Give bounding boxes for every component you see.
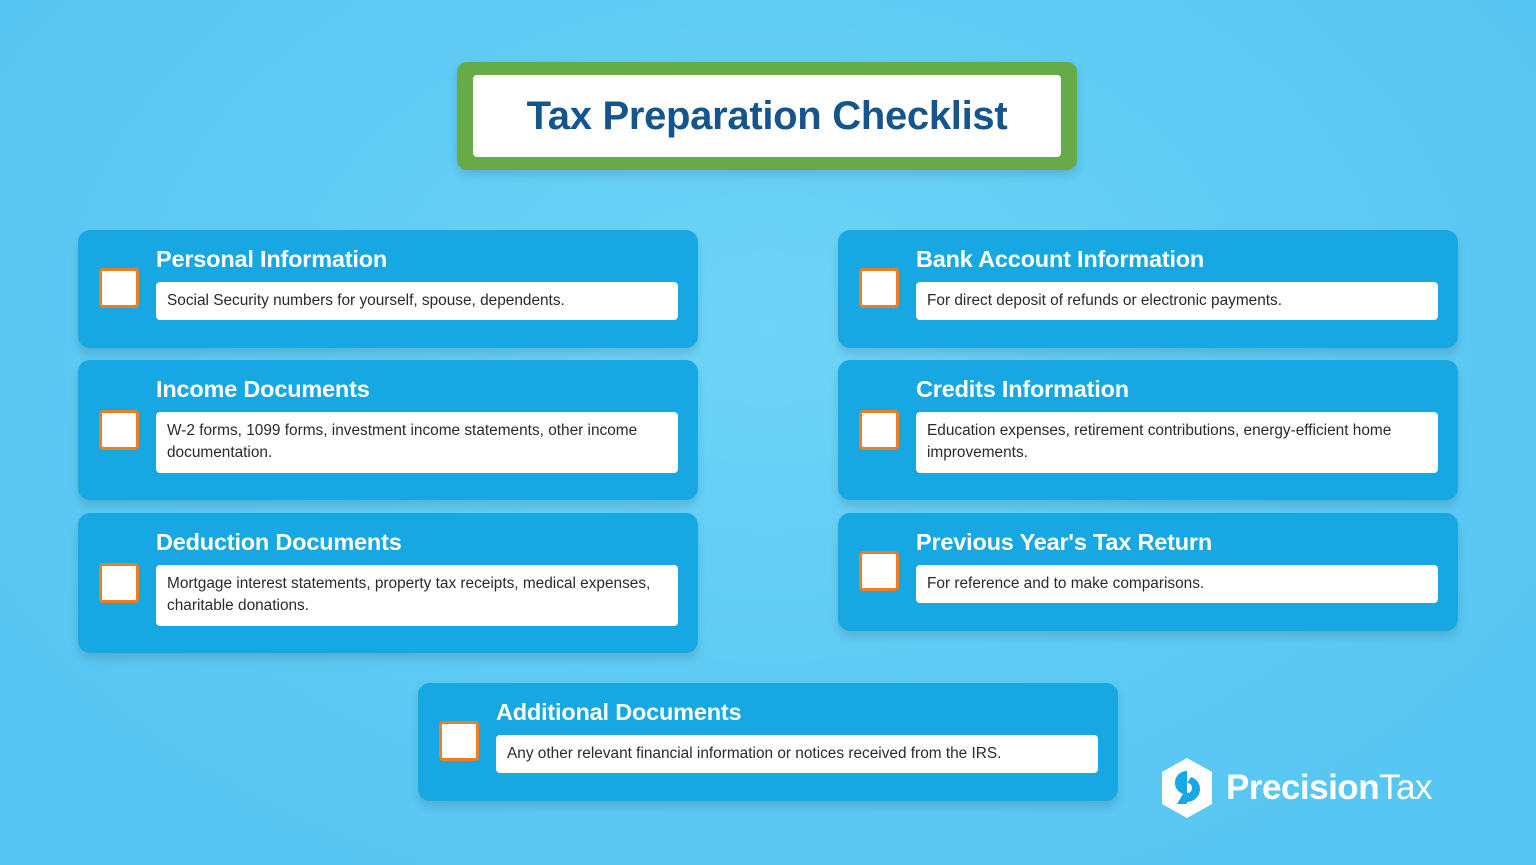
card-body [156, 376, 678, 484]
card-description: Mortgage interest statements, property tax receipts, medical expenses, charitable donations. [156, 565, 678, 626]
card-description: Social Security numbers for yourself, spouse, dependents. [156, 282, 678, 320]
card-description: For direct deposit of refunds or electronic payments. [916, 282, 1438, 320]
checklist-item-previous-return[interactable] [838, 513, 1458, 631]
card-description: Education expenses, retirement contributions, energy-efficient home improvements. [916, 412, 1438, 473]
brand-logo [1160, 755, 1432, 821]
card-body [156, 529, 678, 637]
checkbox-bank[interactable] [859, 268, 899, 308]
card-description: For reference and to make comparisons. [916, 565, 1438, 603]
checkbox-additional[interactable] [439, 721, 479, 761]
brand-name-secondary: Tax [1379, 768, 1433, 807]
card-body [496, 699, 1098, 785]
checklist-item-bank[interactable] [838, 230, 1458, 348]
brand-name-primary: Precision [1226, 768, 1380, 807]
checklist-item-personal[interactable] [78, 230, 698, 348]
card-title: Previous Year's Tax Return [916, 529, 1213, 555]
brand-name [1226, 768, 1432, 808]
card-title: Deduction Documents [156, 529, 402, 555]
page-title: Tax Preparation Checklist [526, 93, 1008, 138]
checklist-item-deduction[interactable] [78, 513, 698, 653]
card-body [916, 529, 1438, 615]
checkbox-deduction[interactable] [99, 563, 139, 603]
card-title: Additional Documents [496, 699, 742, 725]
checkbox-previous-return[interactable] [859, 551, 899, 591]
page-title-banner [457, 62, 1077, 170]
card-description: W-2 forms, 1099 forms, investment income statements, other income documentation. [156, 412, 678, 473]
page-title-inner [473, 75, 1061, 157]
checkbox-credits[interactable] [859, 410, 899, 450]
card-description: Any other relevant financial information or notices received from the IRS. [496, 735, 1098, 773]
checkbox-personal[interactable] [99, 268, 139, 308]
card-title: Credits Information [916, 376, 1129, 402]
card-body [916, 246, 1438, 332]
card-title: Bank Account Information [916, 246, 1205, 272]
card-body [156, 246, 678, 332]
precision-tax-cube-icon [1160, 757, 1214, 819]
checklist-item-credits[interactable] [838, 360, 1458, 500]
checklist-item-additional[interactable] [418, 683, 1118, 801]
card-body [916, 376, 1438, 484]
checklist-item-income[interactable] [78, 360, 698, 500]
card-title: Income Documents [156, 376, 370, 402]
card-title: Personal Information [156, 246, 388, 272]
checkbox-income[interactable] [99, 410, 139, 450]
